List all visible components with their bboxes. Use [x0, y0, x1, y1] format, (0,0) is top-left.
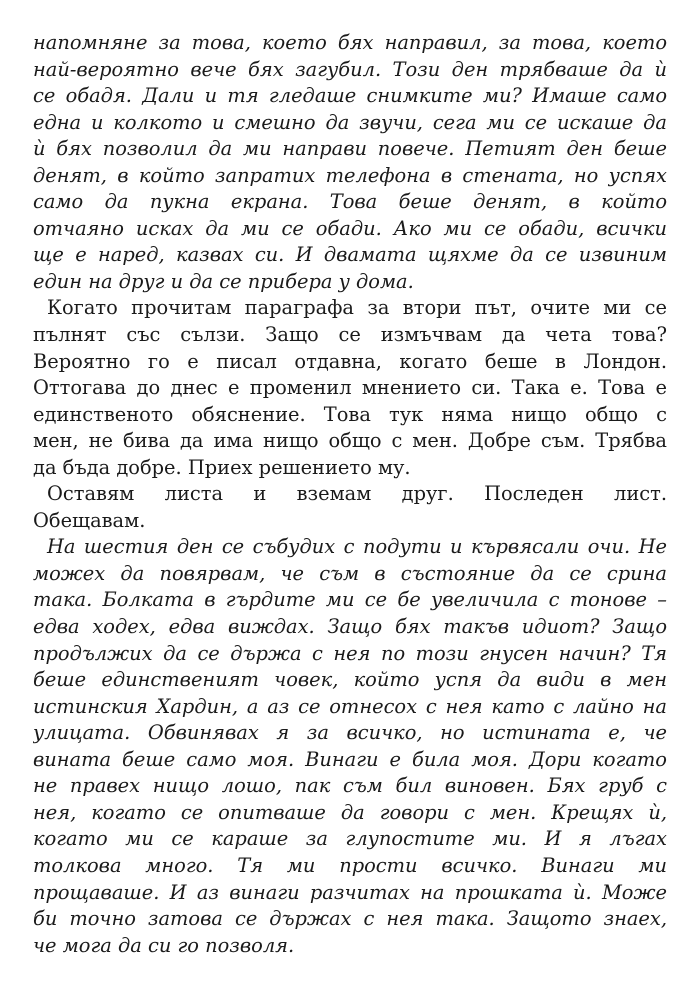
text-line: отчаяно исках да ми се обади. Ако ми се обади, всички [33, 216, 667, 240]
text-line: ѝ бях позволил да ми направи повече. Петият ден беше [33, 137, 667, 161]
text-line: вината беше само моя. Винаги е била моя. Дори когато [33, 747, 667, 771]
text-line: една и колкото и смешно да звучи, сега ми се искаше да [33, 110, 667, 134]
text-line: най-вероятно вече бях загубил. Този ден трябваше да ѝ [33, 57, 667, 81]
paragraph [33, 295, 667, 481]
text-line: да бъда добре. Приех решението му. [33, 455, 411, 479]
text-line: напомняне за това, което бях направил, за това, което [33, 31, 667, 54]
text-line: пълнят със сълзи. Защо се измъчвам да чета това? [33, 323, 667, 347]
paragraph [33, 481, 667, 534]
text-line: така. Болката в гърдите ми се бе увеличила с тонове – [33, 588, 667, 612]
text-line: Оставям листа и вземам друг. Последен лист. [47, 482, 667, 506]
text-line: продължих да се държа с нея по този гнусен начин? Тя [33, 641, 667, 665]
text-line: нея, когато се опитваше да говори с мен. Крещях ѝ, [33, 800, 667, 824]
text-line: истинския Хардин, а аз се отнесох с нея като с лайно на [33, 694, 667, 718]
text-line: единственото обяснение. Това тук няма нищо общо с [33, 402, 667, 426]
text-line: На шестия ден се събудих с подути и кървясали очи. Не [47, 535, 667, 559]
text-line: денят, в който запратих телефона в стената, но успях [33, 163, 667, 187]
text-line: едва ходех, едва виждах. Защо бях такъв идиот? Защо [33, 615, 667, 639]
text-line: че мога да си го позволя. [33, 933, 295, 957]
text-line: би точно затова се държах с нея така. Защото знаех, [33, 907, 667, 931]
text-line: когато ми се караше за глупостите ми. И я лъгах [33, 827, 667, 851]
paragraph [33, 534, 667, 959]
text-line: се обадя. Дали и тя гледаше снимките ми? Имаше само [33, 84, 667, 108]
text-line: можех да повярвам, че съм в състояние да се срина [33, 561, 667, 585]
text-line: прощаваше. И аз винаги разчитах на прошката ѝ. Може [33, 880, 667, 904]
text-line: не правех нищо лошо, пак съм бил виновен. Бях груб с [33, 774, 667, 798]
text-line: мен, не бива да има нищо общо с мен. Добре съм. Трябва [33, 429, 667, 453]
book-page [33, 30, 667, 959]
paragraph [33, 30, 667, 295]
text-line: беше единственият човек, който успя да види в мен [33, 668, 667, 692]
text-line: един на друг и да се прибера у дома. [33, 269, 414, 293]
text-line: толкова много. Тя ми прости всичко. Винаги ми [33, 853, 667, 877]
text-line: Оттогава до днес е променил мнението си. Така е. Това е [33, 376, 667, 400]
text-line: Обещавам. [33, 508, 146, 532]
text-line: ще е наред, казвах си. И двамата щяхме да се извиним [33, 243, 667, 267]
text-line: само да пукна екрана. Това беше денят, в който [33, 190, 667, 214]
text-line: Вероятно го е писал отдавна, когато беше в Лондон. [33, 349, 667, 373]
text-line: улицата. Обвинявах я за всичко, но истината е, че [33, 721, 667, 745]
text-line: Когато прочитам параграфа за втори път, очите ми се [47, 296, 667, 320]
